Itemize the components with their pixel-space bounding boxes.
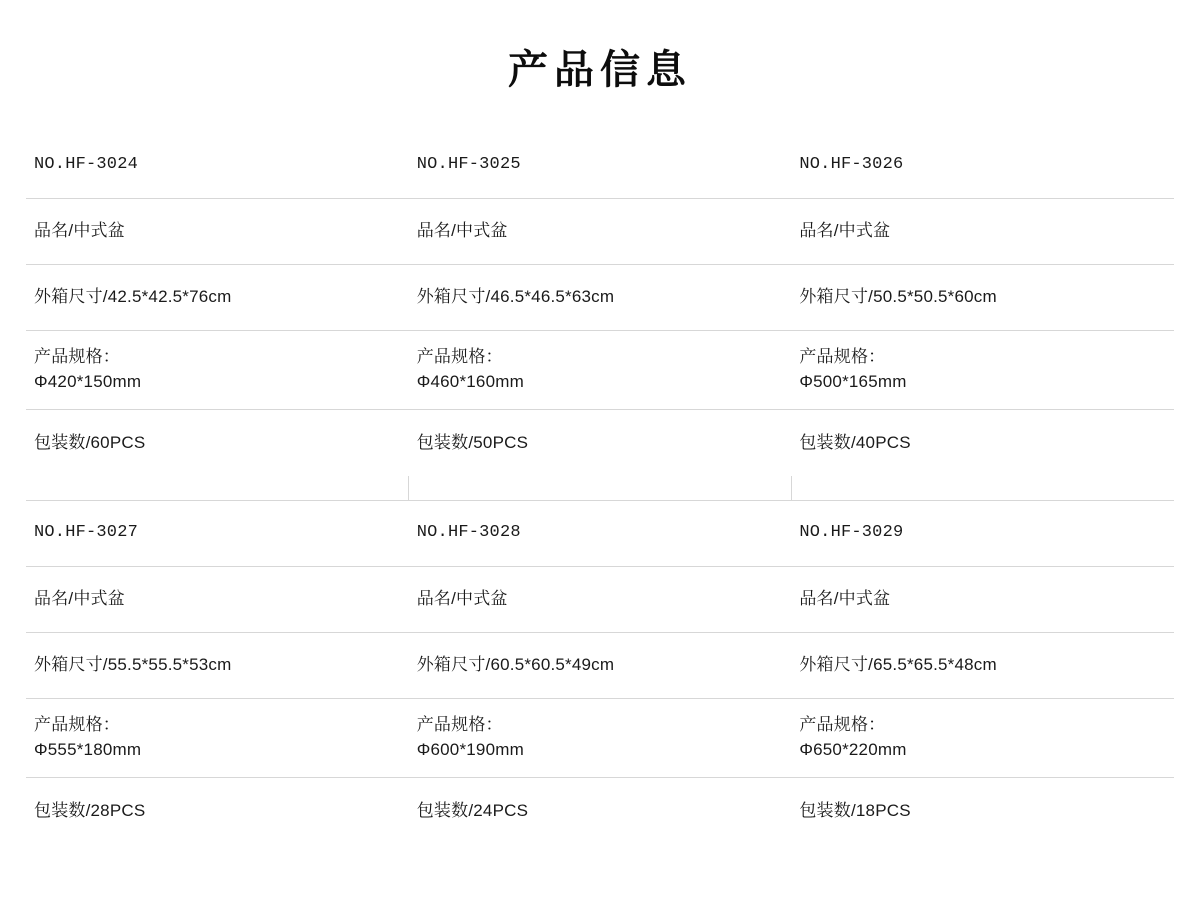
product-carton-size: 外箱尺寸/60.5*60.5*49cm	[409, 633, 792, 699]
product-carton-size: 外箱尺寸/46.5*46.5*63cm	[409, 265, 792, 331]
product-pack-quantity: 包装数/40PCS	[799, 432, 911, 452]
product-specification-value: Φ650*220mm	[799, 740, 907, 759]
product-carton-size: 外箱尺寸/50.5*50.5*60cm	[791, 265, 1174, 331]
product-name: 品名/中式盆	[791, 199, 1174, 265]
product-name: 品名/中式盆	[26, 567, 409, 633]
product-specification	[409, 699, 792, 778]
product-specification	[409, 331, 792, 410]
product-name: 品名/中式盆	[26, 199, 409, 265]
product-specification-value: Φ555*180mm	[34, 740, 142, 759]
product-pack-quantity: 包装数/18PCS	[799, 800, 911, 820]
table-row	[26, 501, 1174, 845]
product-code: NO.HF-3026	[791, 133, 1174, 199]
product-pack-quantity: 包装数/24PCS	[416, 800, 529, 820]
product-specification-label: 产品规格：	[416, 715, 503, 735]
product-card-0	[26, 133, 409, 476]
separator-cell	[409, 476, 792, 501]
product-code: NO.HF-3024	[26, 133, 409, 199]
product-name: 品名/中式盆	[791, 567, 1174, 633]
product-pack-quantity: 包装数/50PCS	[416, 432, 529, 452]
product-carton-size: 外箱尺寸/55.5*55.5*53cm	[26, 633, 409, 699]
product-card-5	[791, 501, 1174, 845]
product-card-2	[791, 133, 1174, 476]
product-pack-quantity: 包装数/28PCS	[34, 800, 146, 820]
product-specification-label: 产品规格：	[416, 347, 503, 367]
product-specification	[791, 699, 1174, 778]
product-spec-table	[26, 133, 1174, 844]
product-name: 品名/中式盆	[409, 199, 792, 265]
product-carton-size: 外箱尺寸/65.5*65.5*48cm	[791, 633, 1174, 699]
product-code: NO.HF-3029	[791, 501, 1174, 567]
product-code: NO.HF-3025	[409, 133, 792, 199]
product-specification-label: 产品规格：	[34, 715, 120, 735]
product-pack-quantity: 包装数/60PCS	[34, 432, 146, 452]
separator-cell	[791, 476, 1174, 501]
product-card-3	[26, 501, 409, 845]
product-code: NO.HF-3027	[26, 501, 409, 567]
product-specification	[26, 699, 409, 778]
product-specification-value: Φ600*190mm	[416, 740, 524, 759]
product-specification-label: 产品规格：	[799, 347, 886, 367]
page-title: 产品信息	[508, 48, 692, 92]
product-specification-label: 产品规格：	[799, 715, 886, 735]
product-specification-label: 产品规格：	[34, 347, 120, 367]
product-card-4	[409, 501, 792, 845]
product-specification-value: Φ500*165mm	[799, 372, 907, 391]
table-row	[26, 133, 1174, 476]
product-specification	[26, 331, 409, 410]
product-specification-value: Φ460*160mm	[416, 372, 524, 391]
table-block-separator	[26, 476, 1174, 501]
product-name: 品名/中式盆	[409, 567, 792, 633]
product-code: NO.HF-3028	[409, 501, 792, 567]
product-specification-value: Φ420*150mm	[34, 372, 142, 391]
product-specification	[791, 331, 1174, 410]
separator-cell	[26, 476, 409, 501]
product-card-1	[409, 133, 792, 476]
product-carton-size: 外箱尺寸/42.5*42.5*76cm	[26, 265, 409, 331]
